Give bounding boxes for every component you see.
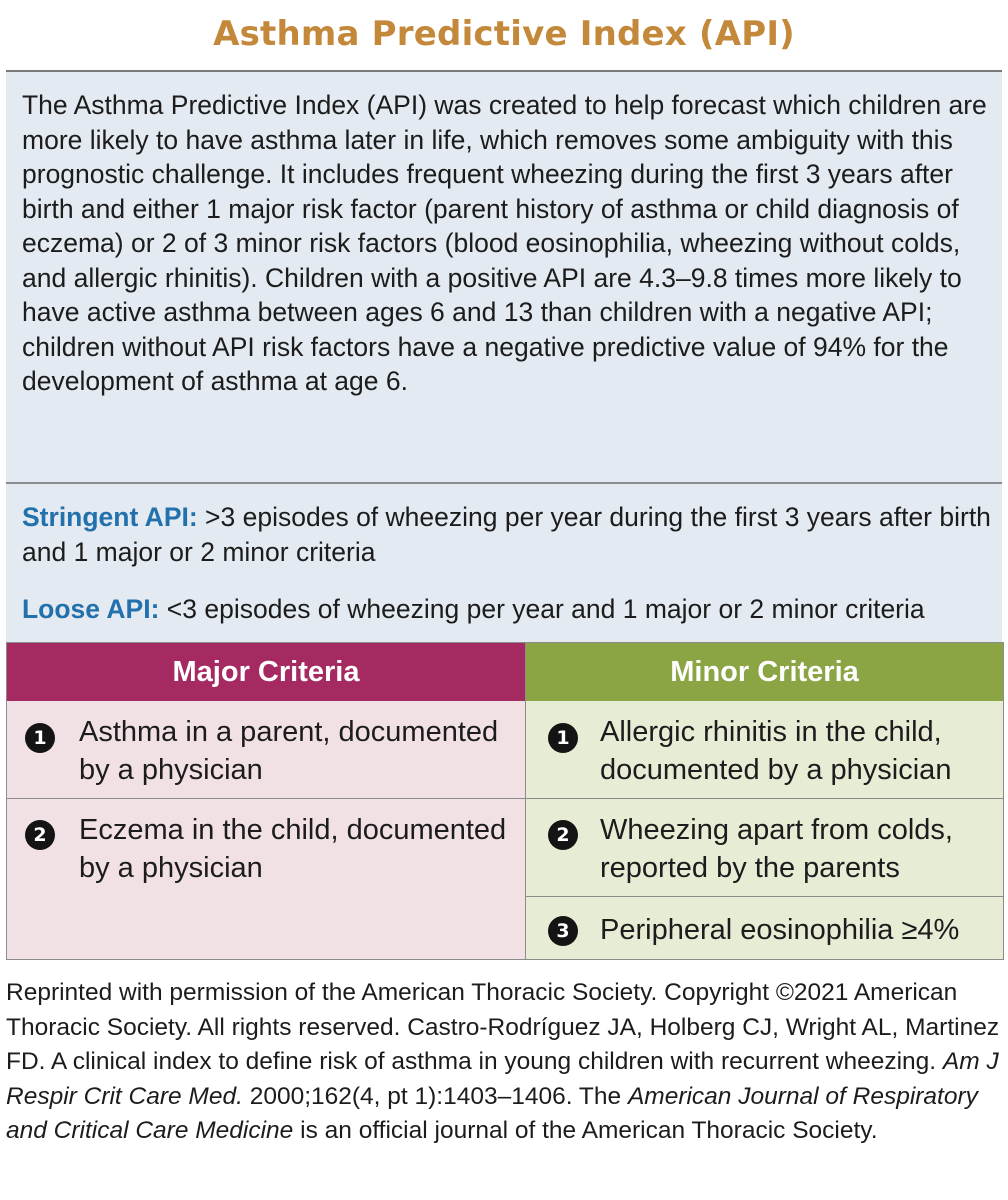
- row-divider: [526, 896, 1003, 897]
- loose-api-definition: [22, 592, 997, 627]
- row-divider: [526, 798, 1003, 799]
- stringent-api-text: >3 episodes of wheezing per year during the first 3 years after birth and 1 major or 2 minor criteria: [22, 502, 991, 567]
- citation-part-3: is an official journal of the American Thoracic Society.: [293, 1117, 878, 1144]
- stringent-api-label: Stringent API:: [22, 502, 198, 532]
- number-badge-icon: 1: [25, 723, 55, 753]
- criteria-table: [6, 642, 1004, 960]
- loose-api-text: <3 episodes of wheezing per year and 1 major or 2 minor criteria: [159, 594, 925, 624]
- citation-part-2: 2000;162(4, pt 1):1403–1406. The: [242, 1082, 628, 1110]
- major-criterion-2: Eczema in the child, documented by a physician: [79, 814, 507, 884]
- number-badge-icon: 2: [548, 820, 578, 850]
- minor-criterion-1: Allergic rhinitis in the child, documented by a physician: [600, 716, 952, 786]
- major-criteria-column: [7, 701, 525, 959]
- citation-text: [6, 976, 1002, 1149]
- major-criterion-1: Asthma in a parent, documented by a physician: [79, 716, 499, 786]
- number-badge-icon: 3: [548, 916, 578, 946]
- minor-criteria-header: Minor Criteria: [526, 643, 1003, 701]
- intro-panel: [6, 70, 1002, 642]
- minor-criterion-2: Wheezing apart from colds, reported by the parents: [600, 814, 953, 884]
- number-badge-icon: 2: [25, 820, 55, 850]
- stringent-api-definition: [22, 500, 997, 570]
- row-divider: [7, 798, 525, 799]
- journal-abbreviation: Am J Respir Crit Care Med.: [6, 1048, 999, 1110]
- minor-criterion-3: Peripheral eosinophilia ≥4%: [600, 914, 960, 946]
- loose-api-label: Loose API:: [22, 594, 160, 624]
- minor-criteria-column: [526, 701, 1003, 959]
- column-divider: [525, 643, 526, 959]
- citation-part-1: Reprinted with permission of the American Thoracic Society. Copyright ©2021 American Thoracic Society. All rights reserved. Castro-Rodríguez JA, Holberg CJ, Wright AL, Martinez FD. A clinical index to define risk of asthma in young children with recurrent wheezing.: [6, 979, 1000, 1075]
- major-criteria-header: Major Criteria: [7, 643, 525, 701]
- section-divider: [6, 482, 1002, 484]
- number-badge-icon: 1: [548, 723, 578, 753]
- journal-full-name: American Journal of Respiratory and Critical Care Medicine: [6, 1082, 978, 1144]
- intro-paragraph: The Asthma Predictive Index (API) was created to help forecast which children are more likely to have asthma later in life, which removes some ambiguity with this prognostic challenge. It includes frequent wheezing during the first 3 years after birth and either 1 major risk factor (parent history of asthma or child diagnosis of eczema) or 2 of 3 minor risk factors (blood eosinophilia, wheezing without colds, and allergic rhinitis). Children with a positive API are 4.3–9.8 times more likely to have active asthma between ages 6 and 13 than children with a negative API; children without API risk factors have a negative predictive value of 94% for the development of asthma at age 6.: [22, 90, 987, 396]
- page-title: Asthma Predictive Index (API): [213, 14, 795, 54]
